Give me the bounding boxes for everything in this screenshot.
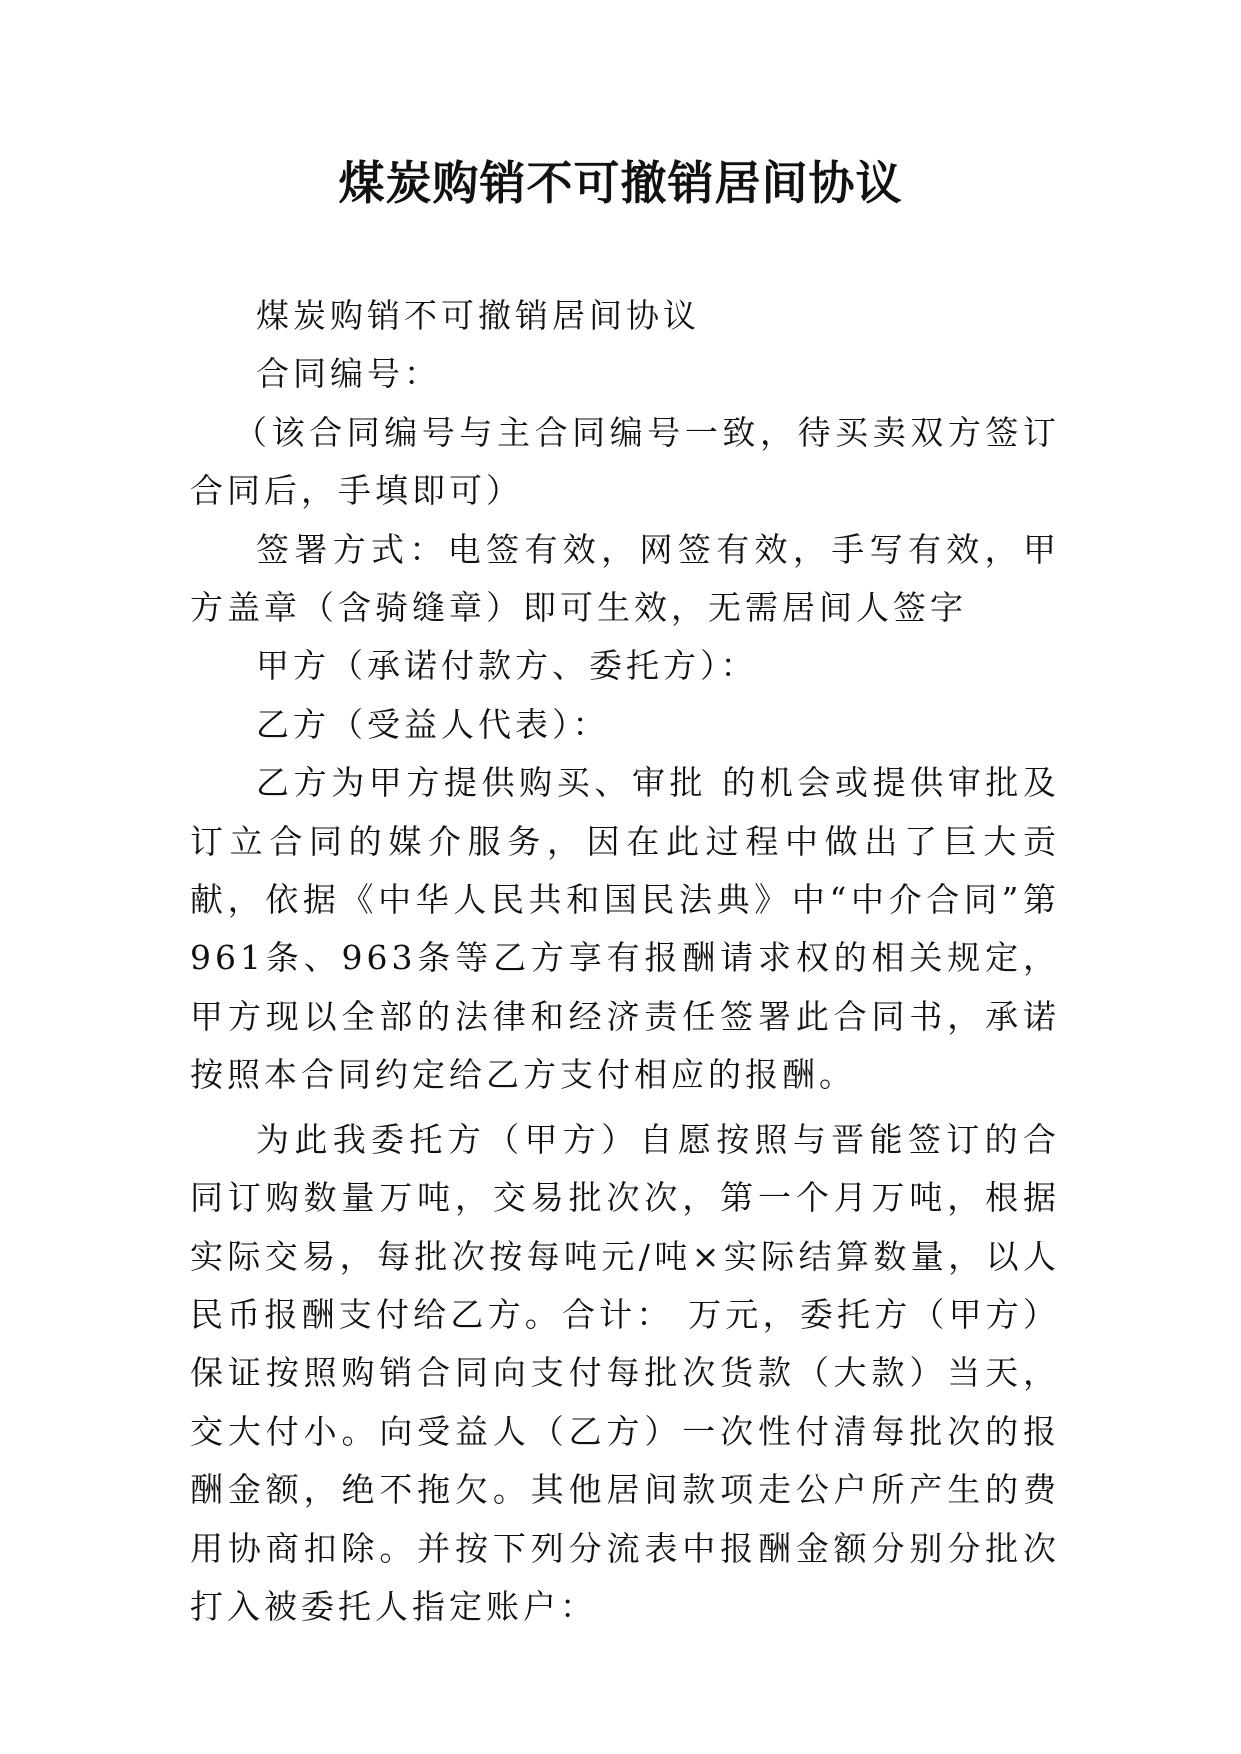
paragraph-party-a: 甲方（承诺付款方、委托方）：: [256, 646, 758, 686]
document-body: [190, 287, 1060, 1636]
paragraph-heading: 煤炭购销不可撤销居间协议: [256, 296, 700, 335]
paragraph-service-description: 乙方为甲方提供购买、审批 的机会或提供审批及订立合同的媒介服务，因在此过程中做出了巨大贡献，依据《中华人民共和国民法典》中“中介合同”第961条、963条等乙方享有报酬请求权的相关规定，甲方现以全部的法律和经济责任签署此合同书，承诺按照本合同约定给乙方支付相应的报酬。: [190, 763, 1060, 1095]
paragraph-contract-number: 合同编号：: [256, 354, 441, 394]
paragraph-payment-terms: 为此我委托方（甲方）自愿按照与晋能签订的合同订购数量万吨，交易批次次，第一个月万吨，根据实际交易，每批次按每吨元/吨×实际结算数量，以人民币报酬支付给乙方。合计： 万元，委托方（甲方）保证按照购销合同向支付每批次货款（大款）当天，交大付小。向受益人（乙方）一次性付清每批次的报酬金额，绝不拖欠。其他居间款项走公户所产生的费用协商扣除。并按下列分流表中报酬金额分别分批次打入被委托人指定账户：: [190, 1119, 1060, 1626]
paragraph-signing-method: 签署方式：电签有效，网签有效，手写有效，甲方盖章（含骑缝章）即可生效，无需居间人签字: [190, 529, 1060, 628]
paragraph-party-b: 乙方（受益人代表）：: [256, 704, 610, 744]
paragraph-contract-number-note: （该合同编号与主合同编号一致，待买卖双方签订合同后，手填即可）: [190, 412, 1060, 511]
document-title: 煤炭购销不可撤销居间协议: [338, 156, 903, 210]
